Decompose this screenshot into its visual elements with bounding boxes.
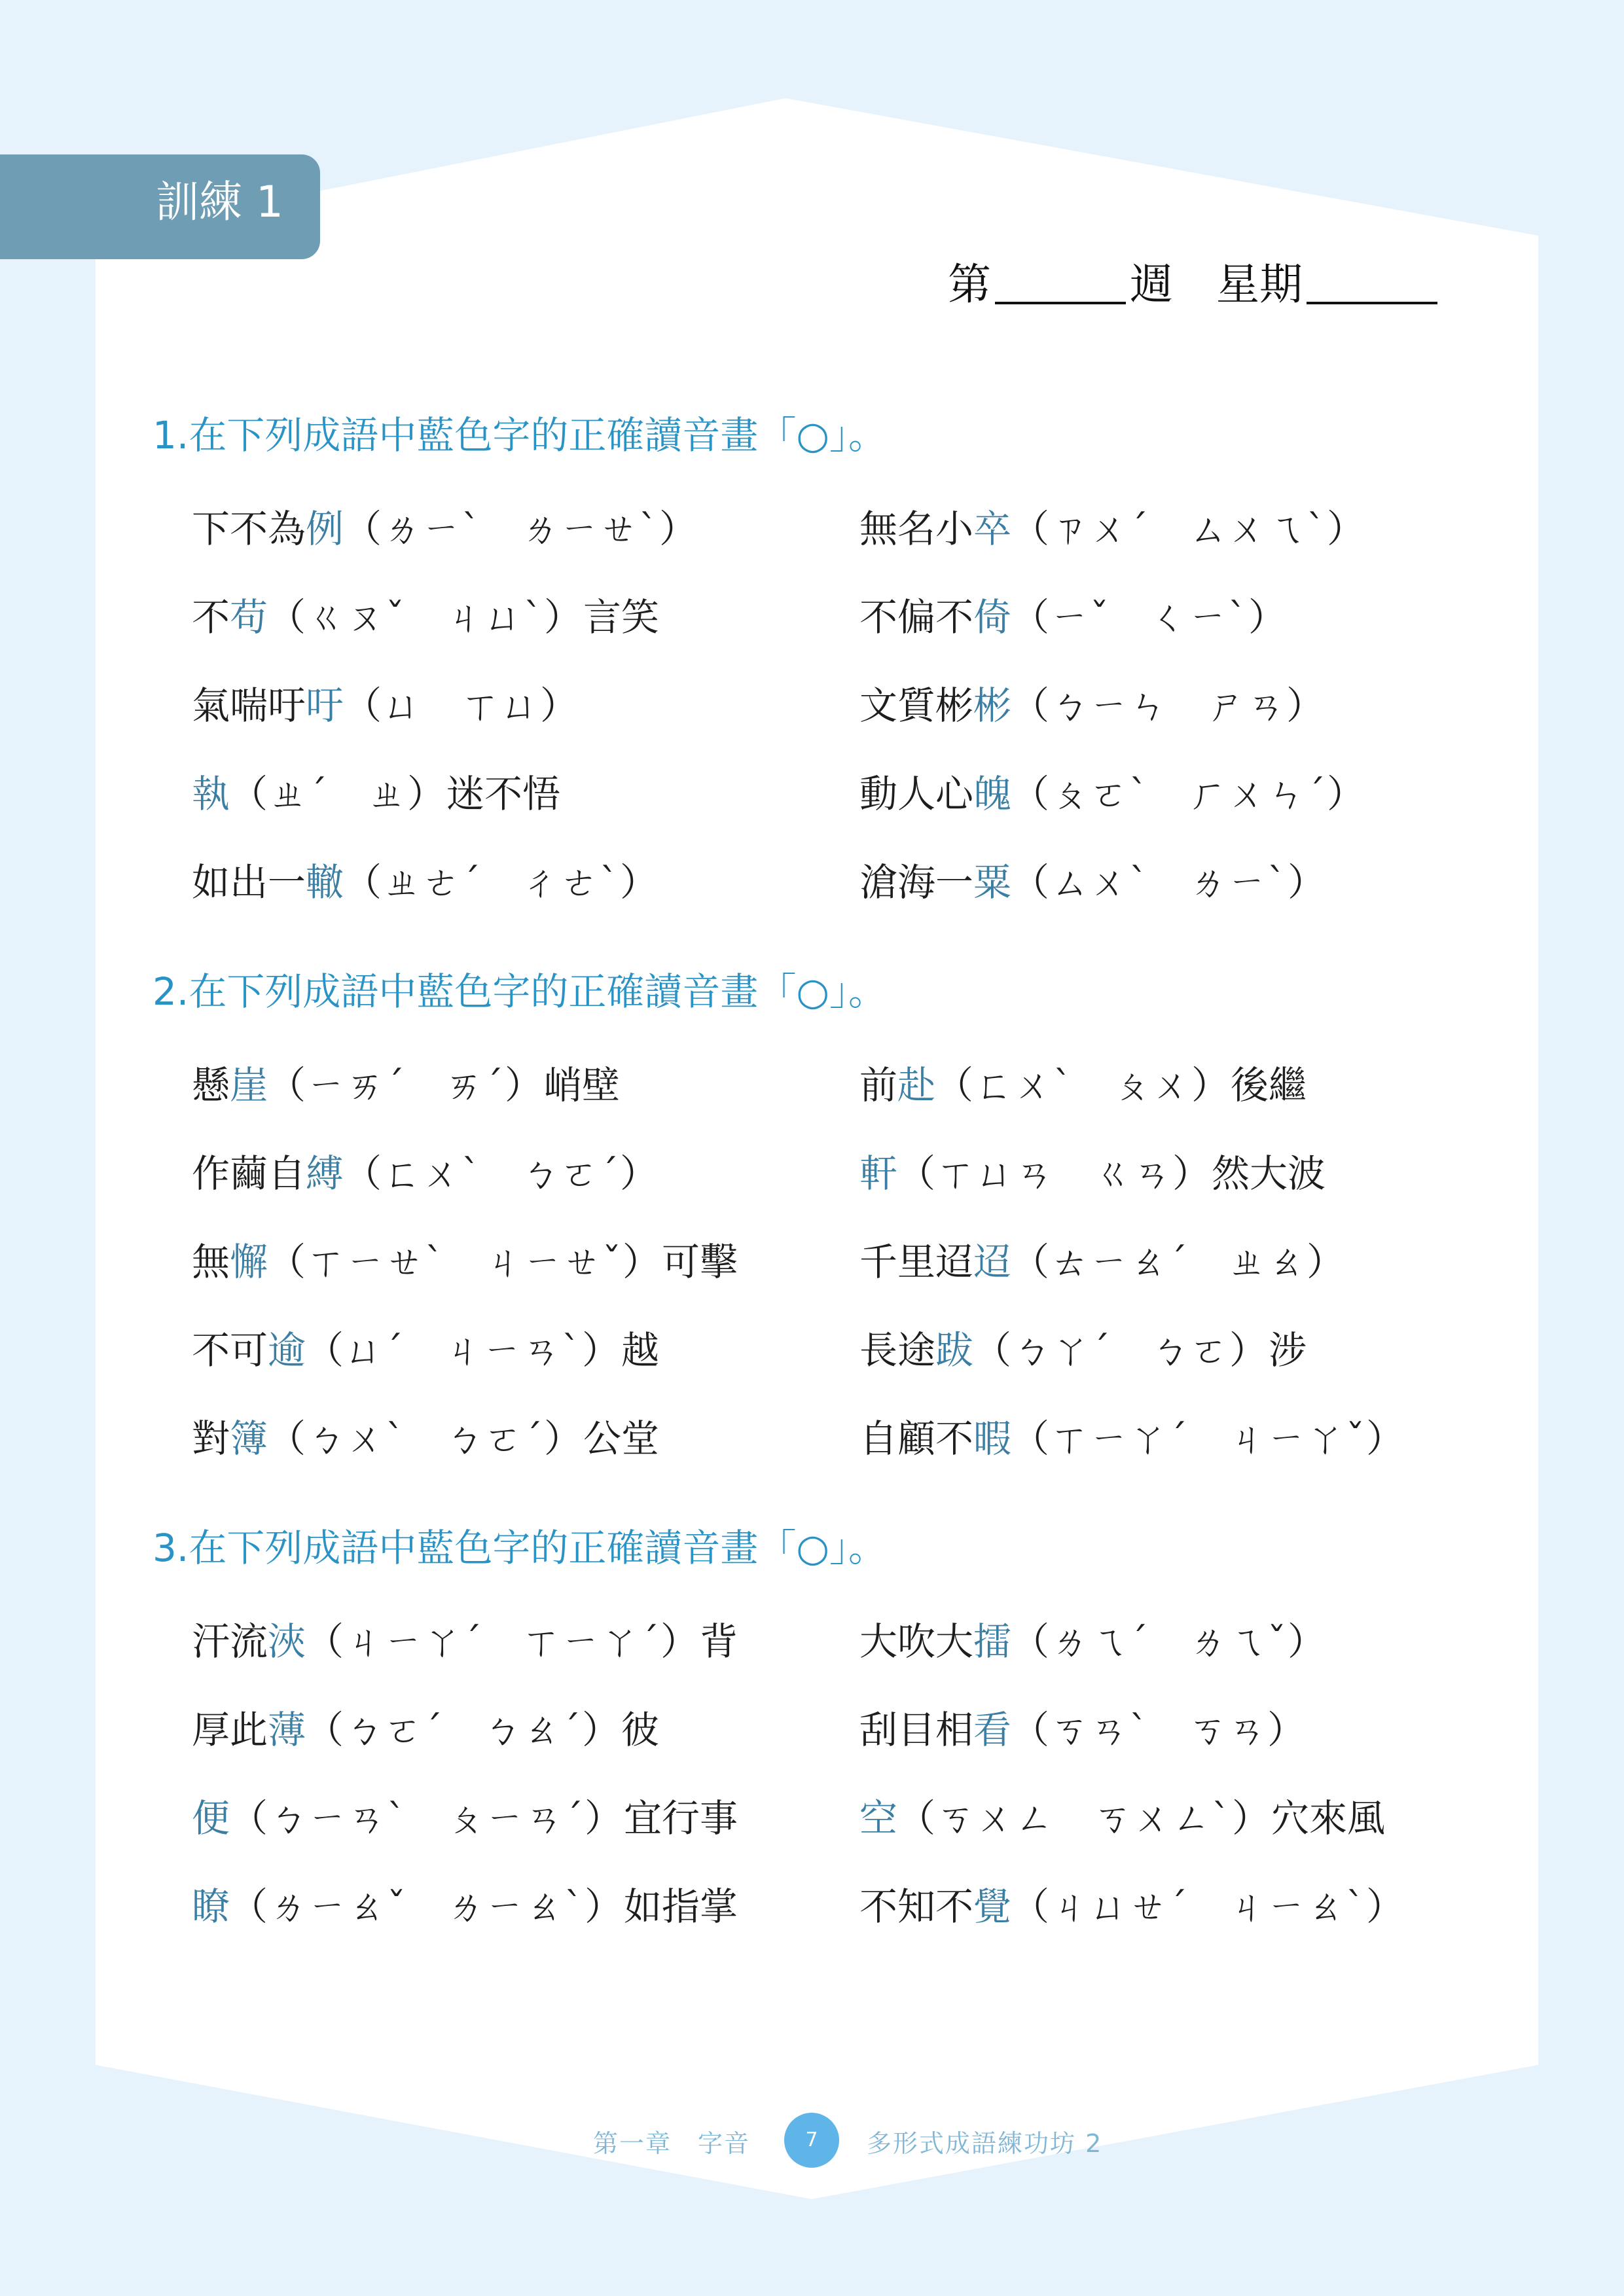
idiom-text-after: 背 <box>700 1619 738 1664</box>
idiom-text-before: 懸 <box>192 1063 230 1107</box>
idiom-item <box>814 1602 1475 1691</box>
pronunciation-options[interactable]: （ㄧㄞˊ ㄞˊ） <box>268 1063 545 1107</box>
pronunciation-options[interactable]: （ㄊㄧㄠˊ ㄓㄠ） <box>1011 1240 1346 1284</box>
idiom-item <box>814 843 1475 931</box>
target-character: 簿 <box>230 1416 268 1461</box>
pronunciation-options[interactable]: （ㄒㄧㄚˊ ㄐㄧㄚˇ） <box>1011 1416 1406 1461</box>
page-number: 7 <box>784 2113 839 2168</box>
pronunciation-options[interactable]: （ㄎㄢˋ ㄎㄢ） <box>1011 1708 1307 1752</box>
footer-chapter: 第一章 字音 <box>593 2129 751 2158</box>
week-mid-label: 週 星期 <box>1130 259 1303 310</box>
target-character: 擂 <box>973 1619 1012 1664</box>
pronunciation-options[interactable]: （ㄅㄧㄢˋ ㄆㄧㄢˊ） <box>230 1796 624 1840</box>
idiom-text-after: 宜行事 <box>624 1796 738 1840</box>
week-number-blank[interactable] <box>995 256 1126 304</box>
idiom-text-after: 涉 <box>1269 1328 1307 1372</box>
idiom-text-before: 不知不 <box>859 1884 974 1929</box>
idiom-text-after: 彼 <box>621 1708 660 1752</box>
idiom-item <box>153 666 814 755</box>
pronunciation-options[interactable]: （ㄐㄩㄝˊ ㄐㄧㄠˋ） <box>1011 1884 1406 1929</box>
idiom-item <box>153 490 814 578</box>
target-character: 例 <box>306 507 344 551</box>
idiom-text-before: 汗流 <box>192 1619 268 1664</box>
week-day-fill-in <box>948 247 1437 313</box>
target-character: 粟 <box>973 860 1012 905</box>
target-character: 赴 <box>897 1063 936 1107</box>
pronunciation-options[interactable]: （ㄈㄨˋ ㄅㄛˊ） <box>344 1151 660 1196</box>
idiom-item <box>153 1779 814 1867</box>
idiom-text-after: 峭壁 <box>544 1063 621 1107</box>
idiom-item <box>153 578 814 666</box>
idiom-text-after: 公堂 <box>583 1416 660 1461</box>
target-character: 彬 <box>973 683 1012 728</box>
idiom-item <box>814 1046 1475 1134</box>
idiom-item <box>814 1399 1475 1488</box>
target-character: 看 <box>973 1708 1012 1752</box>
idiom-text-before: 不偏不 <box>859 595 974 639</box>
target-character: 便 <box>192 1796 230 1840</box>
pronunciation-options[interactable]: （ㄆㄛˋ ㄏㄨㄣˊ） <box>1011 772 1367 816</box>
idiom-text-before: 動人心 <box>859 772 974 816</box>
pronunciation-options[interactable]: （ㄙㄨˋ ㄌㄧˋ） <box>1011 860 1327 905</box>
pronunciation-options[interactable]: （ㄅㄨˋ ㄅㄛˊ） <box>268 1416 584 1461</box>
idiom-text-after: 可擊 <box>662 1240 738 1284</box>
idiom-item <box>814 666 1475 755</box>
target-character: 迢 <box>973 1240 1012 1284</box>
section-title: 2.在下列成語中藍色字的正確讀音畫「○」。 <box>153 969 886 1014</box>
target-character: 薄 <box>268 1708 306 1752</box>
idiom-text-before: 文質彬 <box>859 683 974 728</box>
target-character: 執 <box>192 772 230 816</box>
idiom-text-before: 刮目相 <box>859 1708 974 1752</box>
pronunciation-options[interactable]: （ㄩ ㄒㄩ） <box>344 683 580 728</box>
target-character: 縛 <box>306 1151 344 1196</box>
idiom-text-before: 千里迢 <box>859 1240 974 1284</box>
footer-book-title: 多形式成語練功坊 2 <box>867 2129 1103 2158</box>
idiom-item <box>814 1223 1475 1311</box>
idiom-text-after: 越 <box>621 1328 660 1372</box>
target-character: 浹 <box>268 1619 306 1664</box>
idiom-text-before: 如出一 <box>192 860 306 905</box>
idiom-text-before: 氣喘吁 <box>192 683 306 728</box>
idiom-item <box>814 578 1475 666</box>
idiom-item <box>153 1046 814 1134</box>
idiom-item <box>814 755 1475 843</box>
page-footer <box>0 2108 1624 2173</box>
target-character: 苟 <box>230 595 268 639</box>
pronunciation-options[interactable]: （ㄅㄧㄣ ㄕㄢ） <box>1011 683 1326 728</box>
idiom-text-after: 後繼 <box>1231 1063 1307 1107</box>
idiom-text-before: 不 <box>192 595 230 639</box>
idiom-text-after: 然大波 <box>1212 1151 1326 1196</box>
idiom-item <box>153 1134 814 1223</box>
training-tab-label: 訓練 1 <box>156 177 283 227</box>
idiom-text-before: 厚此 <box>192 1708 268 1752</box>
idiom-item <box>814 1311 1475 1399</box>
idiom-text-after: 迷不悟 <box>446 772 561 816</box>
idiom-text-before: 滄海一 <box>859 860 974 905</box>
section-title: 3.在下列成語中藍色字的正確讀音畫「○」。 <box>153 1526 886 1570</box>
idiom-text-before: 前 <box>859 1063 898 1107</box>
idiom-item <box>814 1134 1475 1223</box>
pronunciation-options[interactable]: （ㄒㄧㄝˋ ㄐㄧㄝˇ） <box>268 1240 662 1284</box>
target-character: 跋 <box>935 1328 974 1372</box>
pronunciation-options[interactable]: （ㄓˊ ㄓ） <box>230 772 447 816</box>
pronunciation-options[interactable]: （ㄐㄧㄚˊ ㄒㄧㄚˊ） <box>306 1619 700 1664</box>
idiom-item <box>153 1223 814 1311</box>
target-character: 轍 <box>306 860 344 905</box>
pronunciation-options[interactable]: （ㄎㄨㄥ ㄎㄨㄥˋ） <box>897 1796 1272 1840</box>
idiom-text-before: 大吹大 <box>859 1619 974 1664</box>
idiom-item <box>814 1779 1475 1867</box>
exercise-section-3 <box>153 1518 1501 1956</box>
pronunciation-options[interactable]: （ㄓㄜˊ ㄔㄜˋ） <box>344 860 660 905</box>
target-character: 崖 <box>230 1063 268 1107</box>
idiom-item <box>153 1691 814 1779</box>
target-character: 倚 <box>973 595 1012 639</box>
idiom-text-before: 自顧不 <box>859 1416 974 1461</box>
exercise-section-2 <box>153 962 1501 1488</box>
idiom-text-before: 不可 <box>192 1328 268 1372</box>
target-character: 懈 <box>230 1240 268 1284</box>
idiom-item <box>153 843 814 931</box>
idiom-item <box>814 490 1475 578</box>
target-character: 空 <box>859 1796 898 1840</box>
target-character: 逾 <box>268 1328 306 1372</box>
pronunciation-options[interactable]: （ㄍㄡˇ ㄐㄩˋ） <box>268 595 584 639</box>
pronunciation-options[interactable]: （ㄅㄛˊ ㄅㄠˊ） <box>306 1708 622 1752</box>
target-character: 吁 <box>306 683 344 728</box>
exercise-section-1 <box>153 406 1501 931</box>
pronunciation-options[interactable]: （ㄌㄟˊ ㄌㄟˇ） <box>1011 1619 1327 1664</box>
idiom-text-before: 長途 <box>859 1328 936 1372</box>
idiom-text-after: 如指掌 <box>624 1884 738 1929</box>
idiom-text-before: 下不為 <box>192 507 306 551</box>
pronunciation-options[interactable]: （ㄌㄧㄠˇ ㄌㄧㄠˋ） <box>230 1884 624 1929</box>
idiom-item <box>814 1691 1475 1779</box>
target-character: 卒 <box>973 507 1012 551</box>
pronunciation-options[interactable]: （ㄌㄧˋ ㄌㄧㄝˋ） <box>344 507 699 551</box>
idiom-item <box>153 1867 814 1956</box>
idiom-item <box>153 1399 814 1488</box>
idiom-text-before: 作繭自 <box>192 1151 306 1196</box>
idiom-item <box>153 1602 814 1691</box>
idiom-item <box>153 1311 814 1399</box>
target-character: 軒 <box>859 1151 898 1196</box>
target-character: 瞭 <box>192 1884 230 1929</box>
pronunciation-options[interactable]: （ㄅㄚˊ ㄅㄛ） <box>973 1328 1269 1372</box>
pronunciation-options[interactable]: （ㄈㄨˋ ㄆㄨ） <box>935 1063 1231 1107</box>
target-character: 暇 <box>973 1416 1012 1461</box>
idiom-text-after: 穴來風 <box>1271 1796 1386 1840</box>
pronunciation-options[interactable]: （ㄗㄨˊ ㄙㄨㄟˋ） <box>1011 507 1367 551</box>
idiom-text-after: 言笑 <box>583 595 660 639</box>
target-character: 魄 <box>973 772 1012 816</box>
target-character: 覺 <box>973 1884 1012 1929</box>
idiom-item <box>153 755 814 843</box>
pronunciation-options[interactable]: （ㄧˇ ㄑㄧˋ） <box>1011 595 1288 639</box>
pronunciation-options[interactable]: （ㄒㄩㄢ ㄍㄢ） <box>897 1151 1212 1196</box>
section-title: 1.在下列成語中藍色字的正確讀音畫「○」。 <box>153 413 886 457</box>
idiom-text-before: 對 <box>192 1416 230 1461</box>
idiom-item <box>814 1867 1475 1956</box>
week-prefix: 第 <box>948 259 991 310</box>
idiom-text-before: 無 <box>192 1240 230 1284</box>
pronunciation-options[interactable]: （ㄩˊ ㄐㄧㄢˋ） <box>306 1328 622 1372</box>
idiom-text-before: 無名小 <box>859 507 974 551</box>
weekday-blank[interactable] <box>1307 256 1437 304</box>
